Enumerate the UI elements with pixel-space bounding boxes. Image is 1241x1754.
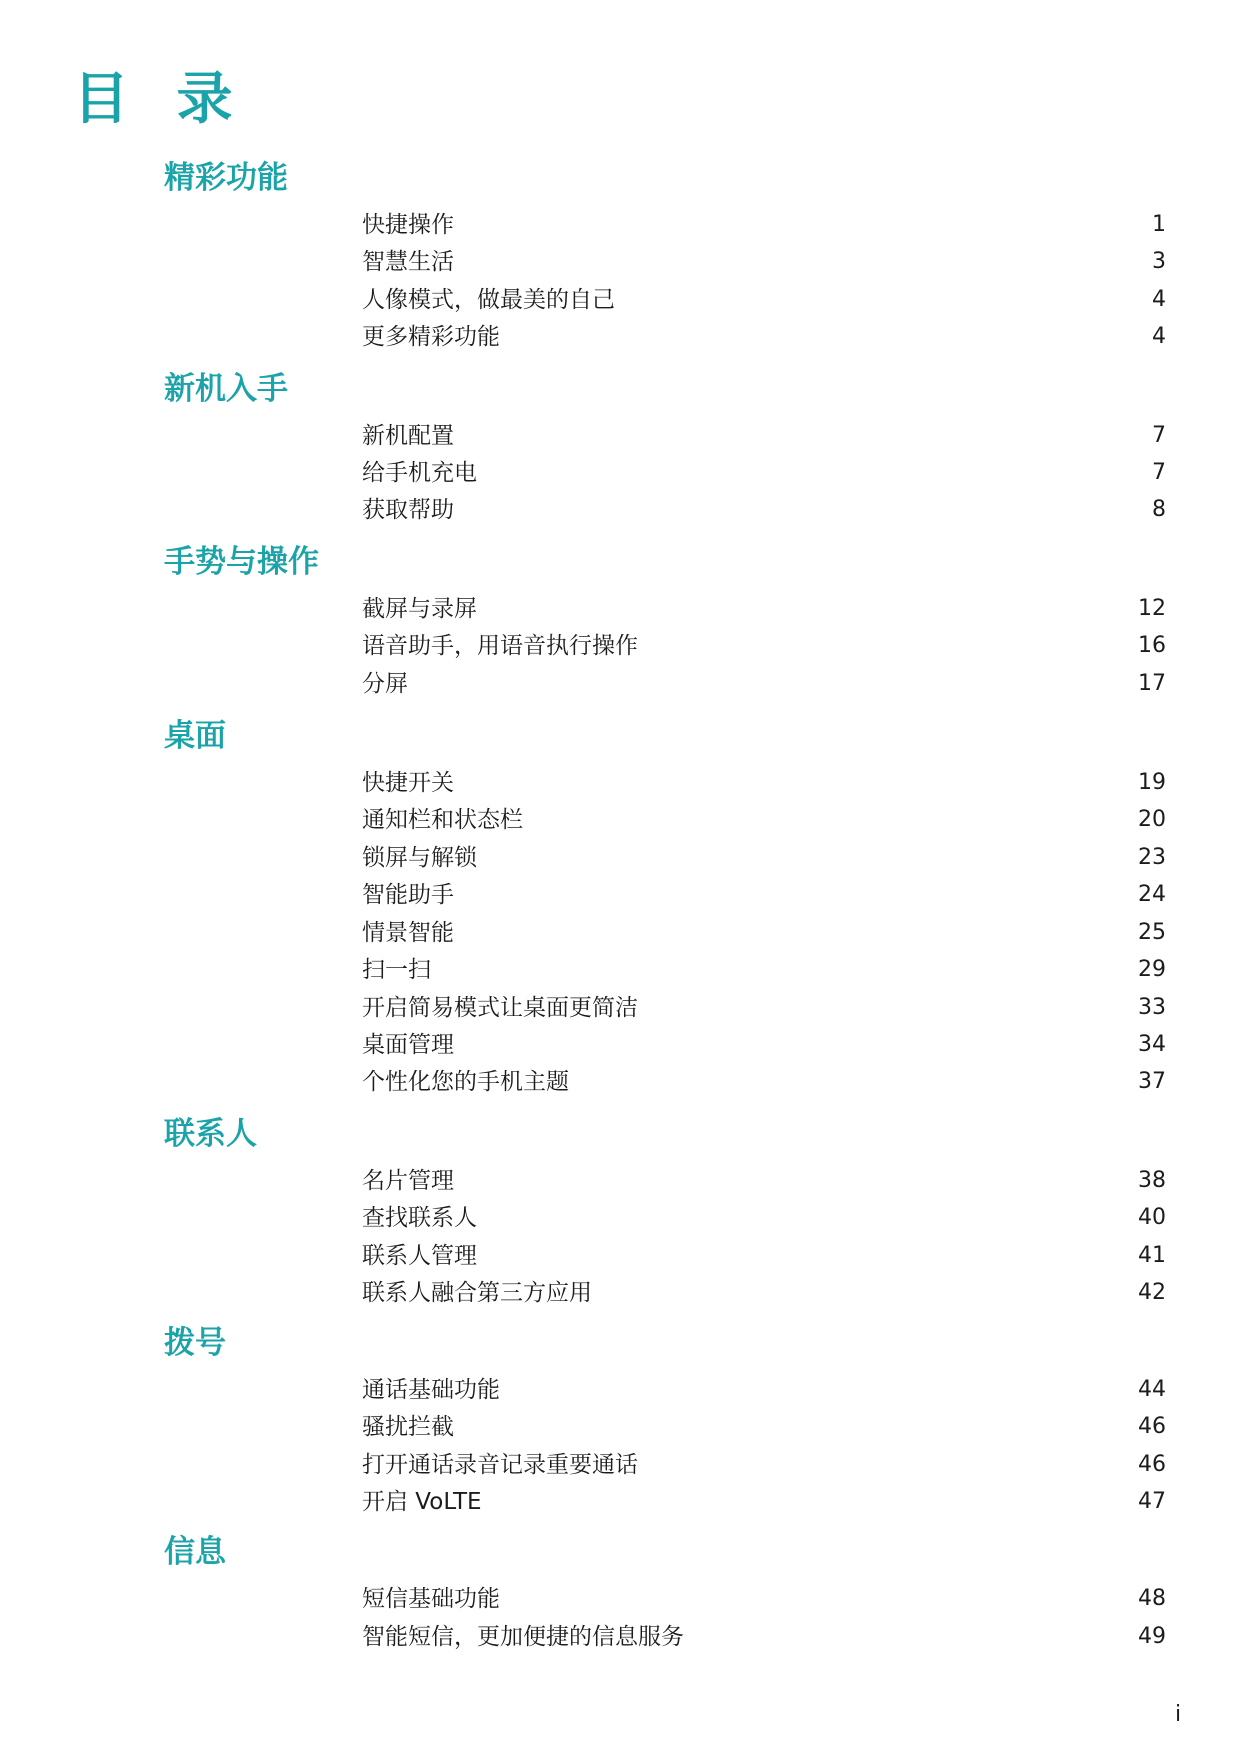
toc-entry-title: 开启简易模式让桌面更简洁 [362,995,638,1021]
toc-entry-title: 给手机充电 [362,460,477,486]
toc-entry-title: 人像模式，做最美的自己 [362,287,615,313]
section-title-contacts[interactable]: 联系人 [164,1116,257,1152]
toc-entry[interactable] [362,281,1166,319]
toc-entry-title: 快捷开关 [362,770,454,796]
toc-entry[interactable] [362,801,1166,839]
toc-entry-page: 44 [1138,1377,1166,1402]
toc-entry-page: 7 [1152,423,1166,448]
toc-entry[interactable] [362,417,1166,455]
toc-entry-page: 23 [1138,845,1166,870]
toc-entry-title: 查找联系人 [362,1205,477,1231]
toc-entry-page: 42 [1138,1280,1166,1305]
toc-entry[interactable] [362,1274,1166,1312]
toc-entry-page: 1 [1152,212,1166,237]
toc-entry-page: 3 [1152,249,1166,274]
toc-entry[interactable] [362,951,1166,989]
toc-entry-title: 锁屏与解锁 [362,845,477,871]
page-title: 目 录 [73,67,247,132]
toc-entry[interactable] [362,1408,1166,1446]
toc-entry[interactable] [362,491,1166,529]
toc-entry-page: 16 [1138,633,1166,658]
toc-entry-page: 38 [1138,1168,1166,1193]
toc-entry[interactable] [362,665,1166,703]
toc-entry[interactable] [362,1483,1166,1521]
toc-entry-title: 截屏与录屏 [362,596,477,622]
toc-entry-title: 新机配置 [362,423,454,449]
toc-entry-title: 智慧生活 [362,249,454,275]
toc-entry-page: 12 [1138,596,1166,621]
toc-entry-title: 名片管理 [362,1168,454,1194]
section-title-new-device[interactable]: 新机入手 [164,371,288,407]
toc-entry[interactable] [362,876,1166,914]
toc-entry-title: 语音助手，用语音执行操作 [362,633,638,659]
toc-entry-title: 桌面管理 [362,1032,454,1058]
toc-entry-title: 骚扰拦截 [362,1414,454,1440]
toc-entry[interactable] [362,1446,1166,1484]
toc-entry[interactable] [362,914,1166,952]
toc-entry-page: 29 [1138,957,1166,982]
toc-entry-page: 33 [1138,995,1166,1020]
toc-entry[interactable] [362,1199,1166,1237]
section-title-gestures[interactable]: 手势与操作 [164,544,319,580]
toc-entry[interactable] [362,1162,1166,1200]
toc-entry-title: 获取帮助 [362,497,454,523]
toc-entry[interactable] [362,839,1166,877]
toc-entry-title: 短信基础功能 [362,1586,500,1612]
toc-entry-page: 46 [1138,1414,1166,1439]
toc-entry-title: 快捷操作 [362,212,454,238]
toc-entry-page: 4 [1152,324,1166,349]
toc-entry-title: 更多精彩功能 [362,324,500,350]
toc-entry[interactable] [362,1618,1166,1656]
toc-entry-page: 20 [1138,807,1166,832]
toc-entry[interactable] [362,627,1166,665]
toc-entry-title: 开启 VoLTE [362,1489,482,1515]
toc-entry-page: 17 [1138,671,1166,696]
toc-entry[interactable] [362,989,1166,1027]
toc-entry-page: 4 [1152,287,1166,312]
toc-entry[interactable] [362,1237,1166,1275]
toc-entry-page: 47 [1138,1489,1166,1514]
toc-entry-title: 智能助手 [362,882,454,908]
toc-entry-title: 智能短信，更加便捷的信息服务 [362,1624,684,1650]
toc-entry-title: 扫一扫 [362,957,431,983]
toc-entry[interactable] [362,1371,1166,1409]
toc-entry[interactable] [362,454,1166,492]
section-title-messages[interactable]: 信息 [164,1534,226,1570]
toc-entry-title: 个性化您的手机主题 [362,1069,569,1095]
toc-entry[interactable] [362,1063,1166,1101]
toc-entry-page: 46 [1138,1452,1166,1477]
toc-entry-page: 40 [1138,1205,1166,1230]
toc-entry-page: 49 [1138,1624,1166,1649]
toc-entry[interactable] [362,1026,1166,1064]
section-title-dialer[interactable]: 拨号 [164,1325,226,1361]
toc-entry-title: 情景智能 [362,920,454,946]
toc-entry-page: 48 [1138,1586,1166,1611]
toc-entry[interactable] [362,206,1166,244]
toc-entry-title: 通话基础功能 [362,1377,500,1403]
toc-entry-page: 8 [1152,497,1166,522]
toc-entry-title: 分屏 [362,671,408,697]
toc-entry-page: 24 [1138,882,1166,907]
toc-entry[interactable] [362,764,1166,802]
toc-entry-page: 37 [1138,1069,1166,1094]
toc-entry[interactable] [362,590,1166,628]
toc-entry-title: 通知栏和状态栏 [362,807,523,833]
section-title-featured[interactable]: 精彩功能 [164,160,288,196]
toc-entry-page: 7 [1152,460,1166,485]
toc-entry[interactable] [362,1580,1166,1618]
toc-entry-page: 19 [1138,770,1166,795]
toc-entry[interactable] [362,318,1166,356]
toc-entry-page: 25 [1138,920,1166,945]
page-number: i [1175,1702,1182,1727]
toc-entry-title: 联系人管理 [362,1243,477,1269]
toc-entry-page: 34 [1138,1032,1166,1057]
toc-entry-page: 41 [1138,1243,1166,1268]
toc-entry[interactable] [362,243,1166,281]
toc-entry-title: 打开通话录音记录重要通话 [362,1452,638,1478]
toc-entry-title: 联系人融合第三方应用 [362,1280,592,1306]
section-title-desktop[interactable]: 桌面 [164,718,226,754]
